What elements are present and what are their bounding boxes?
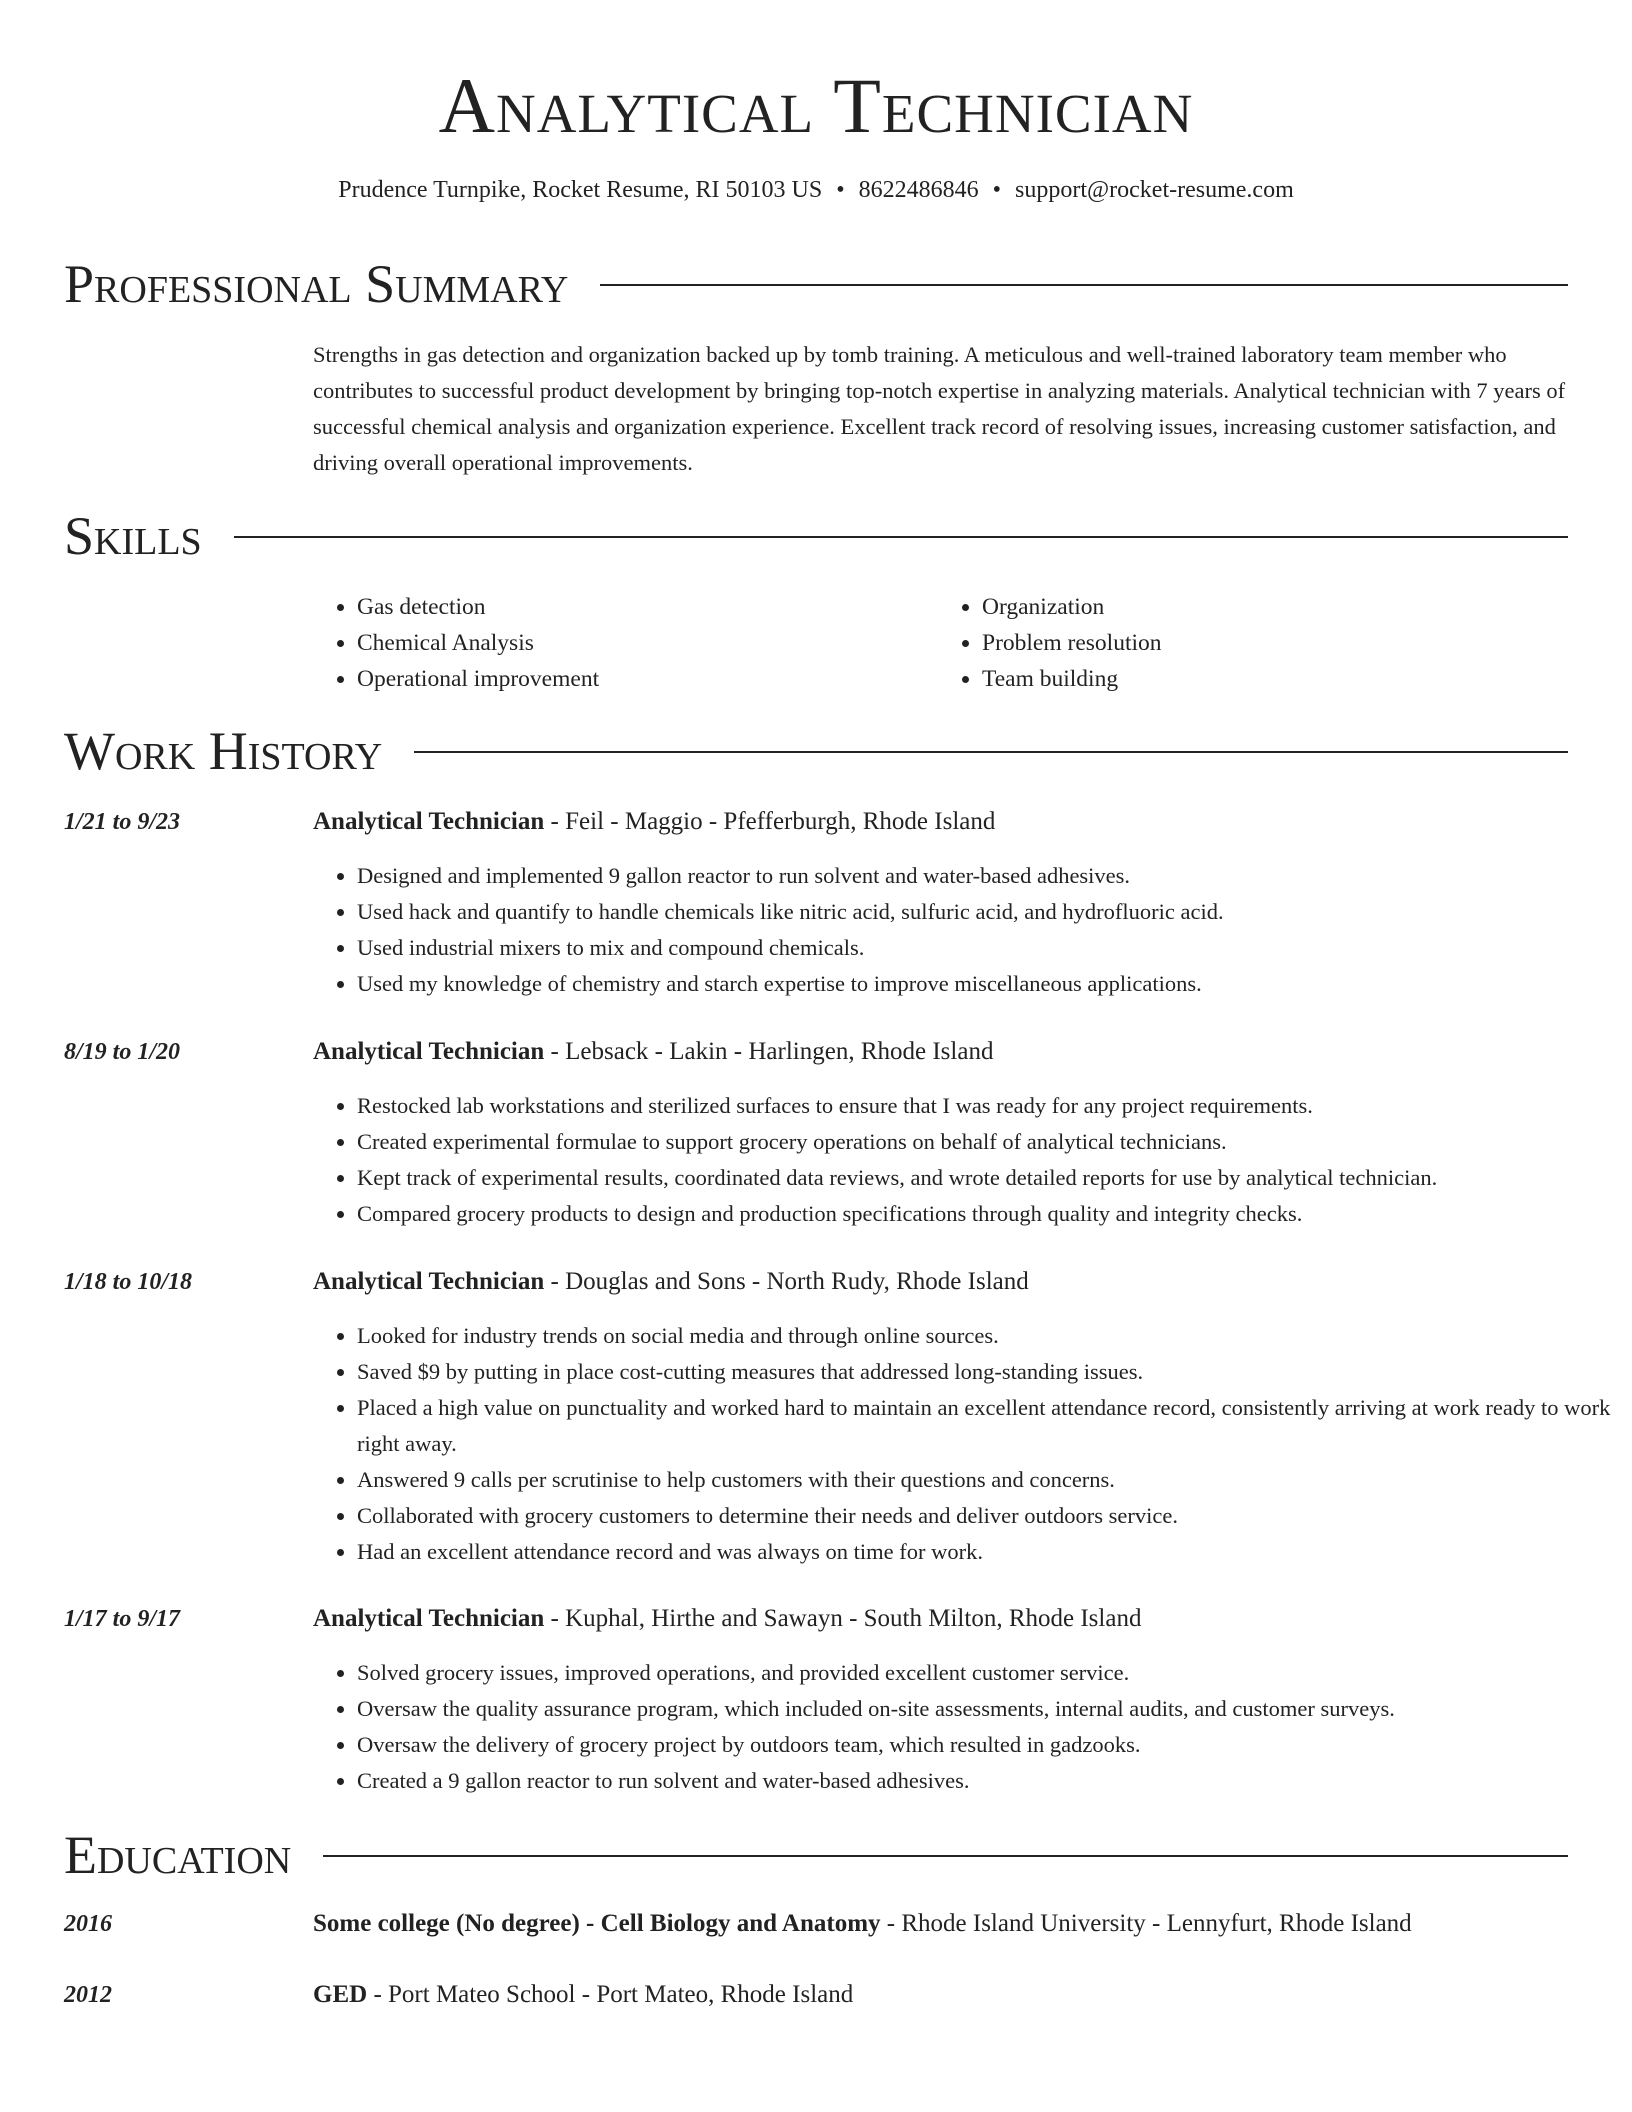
skill-item: • Gas detection xyxy=(357,589,938,625)
work-role: Analytical Technician xyxy=(313,1605,545,1632)
work-dates: 1/18 to 10/18 xyxy=(64,1269,193,1295)
education-details: - Rhode Island University - Lennyfurt, Rhode Island xyxy=(880,1910,1412,1937)
skill-item: • Chemical Analysis xyxy=(357,625,938,661)
skill-item: • Problem resolution xyxy=(982,625,1563,661)
education-degree: GED xyxy=(313,1981,368,2008)
work-bullet: • Solved grocery issues, improved operations, and provided excellent customer service. xyxy=(357,1655,1627,1691)
work-title xyxy=(313,1601,1573,1637)
section-divider xyxy=(600,284,1568,286)
skills-heading-text: Skills xyxy=(64,506,202,566)
contact-line xyxy=(0,174,1632,206)
email: support@rocket-resume.com xyxy=(1015,177,1294,203)
work-bullet: • Kept track of experimental results, coordinated data reviews, and wrote detailed reports for use by analytical technician. xyxy=(357,1160,1627,1196)
work-heading xyxy=(64,719,1568,783)
work-dates: 1/17 to 9/17 xyxy=(64,1606,181,1632)
skills-column-left xyxy=(313,589,938,697)
skills-column-right xyxy=(938,589,1563,697)
work-bullet: • Compared grocery products to design and production specifications through quality and integrity checks. xyxy=(357,1196,1627,1232)
work-title xyxy=(313,1034,1573,1070)
summary-text: Strengths in gas detection and organization backed up by tomb training. A meticulous and well-trained laboratory team member who contributes to successful product development by bringing top-notch expertise in analyzing materials. Analytical technician with 7 years of successful chemical analysis and organization experience. Excellent track record of resolving issues, increasing customer satisfaction, and driving overall operational improvements. xyxy=(313,342,1566,475)
work-bullet: • Answered 9 calls per scrutinise to help customers with their questions and concerns. xyxy=(357,1462,1627,1498)
work-role: Analytical Technician xyxy=(313,808,545,835)
work-bullet: • Looked for industry trends on social media and through online sources. xyxy=(357,1318,1627,1354)
work-heading-text: Work History xyxy=(64,721,383,781)
skills-list xyxy=(313,589,1563,697)
education-heading xyxy=(64,1823,1568,1887)
work-role: Analytical Technician xyxy=(313,1268,545,1295)
summary-heading-text: Professional Summary xyxy=(64,254,569,314)
work-bullet: • Collaborated with grocery customers to determine their needs and deliver outdoors service. xyxy=(357,1498,1627,1534)
work-bullet: • Saved $9 by putting in place cost-cutting measures that addressed long-standing issues. xyxy=(357,1354,1627,1390)
separator: • xyxy=(836,177,845,203)
work-bullet: • Designed and implemented 9 gallon reactor to run solvent and water-based adhesives. xyxy=(357,858,1627,894)
education-degree: Some college (No degree) - Cell Biology and Anatomy xyxy=(313,1910,881,1937)
work-bullet: • Had an excellent attendance record and was always on time for work. xyxy=(357,1534,1627,1570)
work-bullet: • Used hack and quantify to handle chemicals like nitric acid, sulfuric acid, and hydrofluoric acid. xyxy=(357,894,1627,930)
work-title xyxy=(313,1264,1573,1300)
work-bullets xyxy=(313,1088,1627,1232)
education-year: 2012 xyxy=(64,1982,112,2008)
work-bullet: • Placed a high value on punctuality and worked hard to maintain an excellent attendance record, consistently arriving at work ready to work right away. xyxy=(357,1390,1627,1462)
work-bullet: • Restocked lab workstations and sterilized surfaces to ensure that I was ready for any project requirements. xyxy=(357,1088,1627,1124)
address: Prudence Turnpike, Rocket Resume, RI 50103 US xyxy=(338,177,823,203)
work-bullet: • Used industrial mixers to mix and compound chemicals. xyxy=(357,930,1627,966)
section-divider xyxy=(234,536,1568,538)
education-year: 2016 xyxy=(64,1911,112,1937)
work-bullets xyxy=(313,858,1627,1002)
summary-heading xyxy=(64,252,1568,316)
education-title xyxy=(313,1906,1583,1942)
skill-item: • Organization xyxy=(982,589,1563,625)
education-entry xyxy=(64,1977,1574,2013)
resume-name: Analytical Technician xyxy=(438,62,1194,149)
work-bullet: • Used my knowledge of chemistry and starch expertise to improve miscellaneous applications. xyxy=(357,966,1627,1002)
work-role: Analytical Technician xyxy=(313,1038,545,1065)
work-title xyxy=(313,804,1573,840)
education-title xyxy=(313,1977,1583,2013)
work-bullet: • Created experimental formulae to support grocery operations on behalf of analytical technicians. xyxy=(357,1124,1627,1160)
work-details: - Feil - Maggio - Pfefferburgh, Rhode Island xyxy=(544,808,996,835)
skill-item: • Team building xyxy=(982,661,1563,697)
education-heading-text: Education xyxy=(64,1825,292,1885)
work-dates: 1/21 to 9/23 xyxy=(64,809,181,835)
education-entry xyxy=(64,1906,1574,1942)
section-divider xyxy=(414,751,1568,753)
work-details: - Douglas and Sons - North Rudy, Rhode Island xyxy=(544,1268,1029,1295)
education-details: - Port Mateo School - Port Mateo, Rhode Island xyxy=(367,1981,854,2008)
work-details: - Kuphal, Hirthe and Sawayn - South Milton, Rhode Island xyxy=(544,1605,1142,1632)
work-bullets xyxy=(313,1318,1627,1570)
work-bullet: • Created a 9 gallon reactor to run solvent and water-based adhesives. xyxy=(357,1763,1627,1799)
phone: 8622486846 xyxy=(858,177,979,203)
work-bullets xyxy=(313,1655,1627,1799)
skills-heading xyxy=(64,504,1568,568)
work-dates: 8/19 to 1/20 xyxy=(64,1039,181,1065)
skill-item: • Operational improvement xyxy=(357,661,938,697)
section-divider xyxy=(323,1855,1568,1857)
work-bullet: • Oversaw the delivery of grocery project by outdoors team, which resulted in gadzooks. xyxy=(357,1727,1627,1763)
work-details: - Lebsack - Lakin - Harlingen, Rhode Island xyxy=(544,1038,994,1065)
work-bullet: • Oversaw the quality assurance program, which included on-site assessments, internal audits, and customer surveys. xyxy=(357,1691,1627,1727)
separator: • xyxy=(992,177,1002,203)
